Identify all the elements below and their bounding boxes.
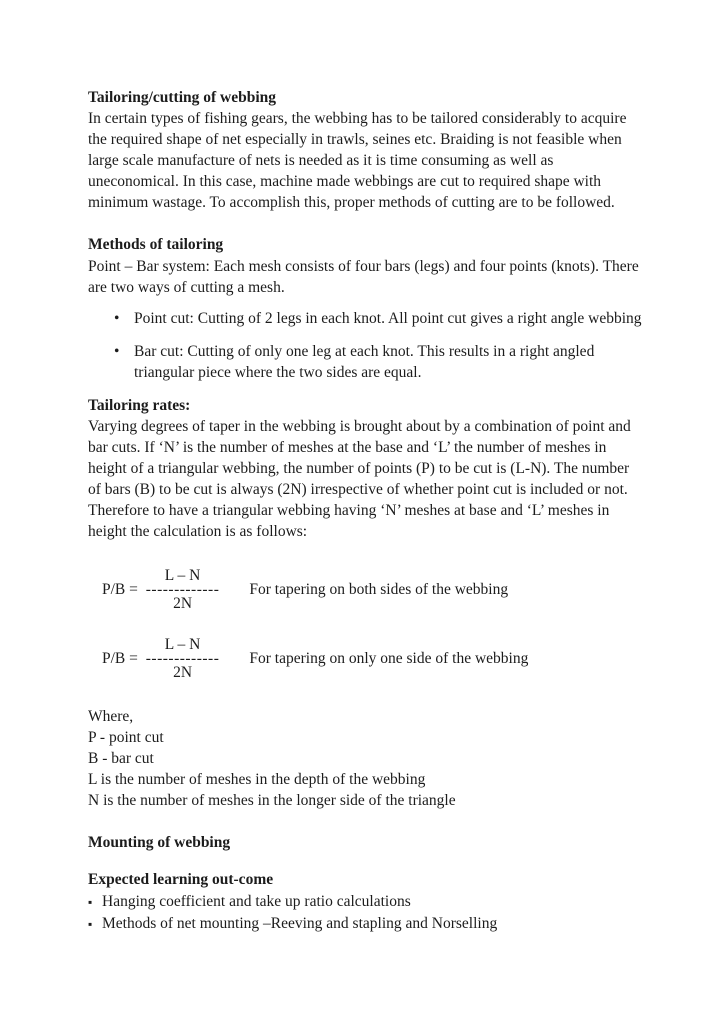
paragraph-tailoring-cutting: In certain types of fishing gears, the webbing has to be tailored considerably to acquire the required shape of net especially in trawls, seines etc. Braiding is not feasible when large scale manufacture of nets is needed as it is time consuming as well as uneconomical. In this case, machine made webbings are cut to required shape with minimum wastage. To accomplish this, proper methods of cutting are to be followed. <box>88 110 627 212</box>
list-item-point-cut <box>88 308 642 329</box>
square-bullet-icon: ▪ <box>88 916 93 931</box>
section-heading-tailoring-rates: Tailoring rates: <box>88 396 191 414</box>
fraction-divider: ------------- <box>145 650 220 668</box>
list-item-text: Bar cut: Cutting of only one leg at each knot. This results in a right angled triangular piece where the two sides are equal. <box>134 342 595 381</box>
definition-line-b: B - bar cut <box>88 750 154 768</box>
list-item-text: Point cut: Cutting of 2 legs in each knot. All point cut gives a right angle webbing <box>134 309 642 327</box>
list-item-text: Hanging coefficient and take up ratio calculations <box>102 892 411 910</box>
formula-caption: For tapering on only one side of the webbing <box>249 650 529 668</box>
paragraph-point-bar-system: Point – Bar system: Each mesh consists of four bars (legs) and four points (knots). There are two ways of cutting a mesh. <box>88 257 639 296</box>
list-item-hanging-coefficient <box>88 891 642 913</box>
formula-caption: For tapering on both sides of the webbing <box>249 581 509 599</box>
section-expected-learning <box>88 869 642 935</box>
fraction-denominator: 2N <box>173 595 193 613</box>
paragraph-tailoring-rates: Varying degrees of taper in the webbing is brought about by a combination of point and bar cuts. If ‘N’ is the number of meshes at the base and ‘L’ the number of meshes in height of a triangular webbing, the number of points (P) to be cut is (L-N). The number of bars (B) to be cut is always (2N) irrespective of whether point cut is included or not. Therefore to have a triangular webbing having ‘N’ meshes at base and ‘L’ meshes in height the calculation is as follows: <box>88 418 631 541</box>
fraction-divider: ------------- <box>145 581 220 599</box>
section-mounting-of-webbing <box>88 832 642 853</box>
fraction-denominator: 2N <box>173 664 193 682</box>
formula-block <box>88 566 642 682</box>
formula-one-side <box>88 635 642 682</box>
section-tailoring-rates <box>88 395 642 543</box>
definition-line-l: L is the number of meshes in the depth of the webbing <box>88 771 426 789</box>
cutting-methods-list <box>88 308 642 383</box>
bullet-icon: • <box>114 342 120 360</box>
bullet-icon: • <box>114 309 120 327</box>
formula-fraction <box>146 566 220 613</box>
section-heading-mounting: Mounting of webbing <box>88 834 231 852</box>
section-tailoring-cutting <box>88 87 642 213</box>
list-item-text: Methods of net mounting –Reeving and stapling and Norselling <box>102 914 498 932</box>
fraction-numerator: L – N <box>164 636 201 654</box>
definitions-block <box>88 706 642 811</box>
section-heading-methods: Methods of tailoring <box>88 236 224 254</box>
square-bullet-icon: ▪ <box>88 894 93 909</box>
formula-both-sides <box>88 566 642 613</box>
section-methods-of-tailoring <box>88 234 642 382</box>
definition-line-p: P - point cut <box>88 729 164 747</box>
fraction-numerator: L – N <box>164 567 201 585</box>
formula-lhs: P/B = <box>102 650 142 668</box>
list-item-net-mounting <box>88 913 642 935</box>
learning-outcomes-list <box>88 891 642 935</box>
section-heading-tailoring-cutting: Tailoring/cutting of webbing <box>88 89 277 106</box>
definitions-intro: Where, <box>88 708 134 726</box>
formula-fraction <box>146 635 220 682</box>
list-item-bar-cut <box>88 341 642 383</box>
definition-line-n: N is the number of meshes in the longer side of the triangle <box>88 792 456 810</box>
formula-lhs: P/B = <box>102 581 142 599</box>
section-heading-expected-learning: Expected learning out-come <box>88 870 274 888</box>
